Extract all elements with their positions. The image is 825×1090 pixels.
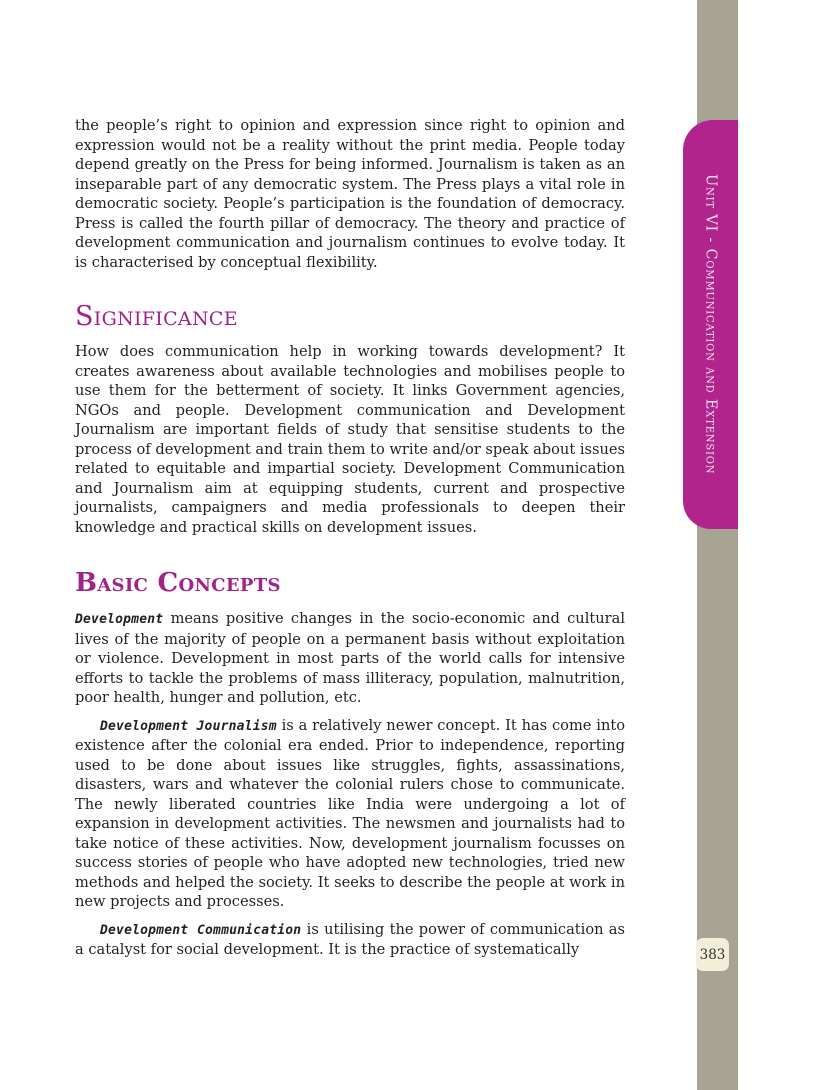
concept-development-text: means positive changes in the socio-economic and cultural lives of the majority of people on a permanent basis without exploitation or violence. Development in most parts of the world calls for intensive efforts to tackle the problems of mass illiteracy, population, malnutrition, poor health, hunger and pollution, etc. [75, 610, 625, 706]
concept-development-journalism [75, 716, 625, 912]
significance-paragraph: How does communication help in working towards development? It creates awareness about available technologies and mobilises people to use them for the betterment of society. It links Government agencies, NGOs and people. Development communication and Development Journalism are important fields of study that sensitise students to the process of development and train them to write and/or speak about issues related to equitable and impartial society. Development Communication and Journalism aim at equipping students, current and prospective journalists, campaigners and media professionals to deepen their knowledge and practical skills on development issues. [75, 343, 625, 536]
unit-side-tab-label: Unit VI - Communication and Extension [702, 174, 719, 475]
intro-paragraph: the people’s right to opinion and expression since right to opinion and expression would not be a reality without the print media. People today depend greatly on the Press for being informed. Journalism is taken as an inseparable part of any democratic system. The Press plays a vital role in democratic society. People’s participation is the foundation of democracy. Press is called the fourth pillar of democracy. The theory and practice of development communication and journalism continues to evolve today. It is characterised by conceptual flexibility. [75, 117, 625, 271]
page-number: 383 [696, 938, 729, 971]
term-development: Development [75, 612, 164, 627]
concept-development-communication [75, 920, 625, 960]
basic-concepts-heading: Basic Concepts [75, 568, 281, 598]
term-development-communication: Development Communication [100, 922, 302, 938]
concept-development-journalism-text: is a relatively newer concept. It has come into existence after the colonial era ended. Prior to independence, reporting used to be done about issues like struggles, fights, assassinations, disasters, wars and whatever the colonial rulers chose to communicate. The newly liberated countries like India were undergoing a lot of expansion in development activities. The newsmen and journalists had to take notice of these activities. Now, development journalism focusses on success stories of people who have adopted new technologies, tried new methods and helped the society. It seeks to describe the people at work in new projects and processes. [75, 716, 625, 910]
unit-side-tab-label-wrap [683, 120, 738, 529]
term-development-journalism: Development Journalism [100, 718, 277, 734]
significance-heading: Significance [75, 301, 238, 332]
concept-development [75, 609, 625, 708]
main-content [75, 116, 625, 960]
concept-development-communication-text: is utilising the power of communication as a catalyst for social development. It is the practice of systematically [75, 920, 626, 958]
